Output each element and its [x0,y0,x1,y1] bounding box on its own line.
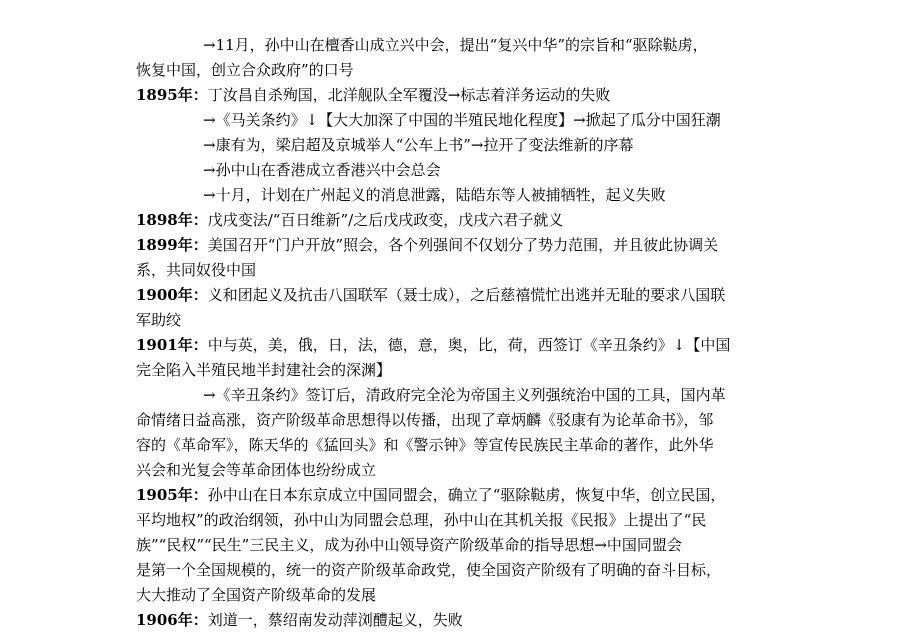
year-entry [136,608,796,633]
year-label: 1906年： [136,611,208,629]
text-line [136,158,796,183]
year-label: 1905年： [136,486,208,504]
line-text: →十月，计划在广州起义的消息泄露，陆皓东等人被捕牺牲，起义失败 [203,186,666,204]
line-text: 完全陷入半殖民地半封建社会的深渊】 [136,361,392,379]
text-line [136,408,796,433]
text-line [136,508,796,533]
line-text: 孙中山在日本东京成立中国同盟会，确立了“驱除鞑虏，恢复中华，创立民国， [207,486,726,504]
year-label: 1898年： [136,211,208,229]
line-text: 美国召开“门户开放”照会，各个列强间不仅划分了势力范围，并且彼此协调关 [207,236,719,254]
year-entry [136,283,796,308]
text-line [136,433,796,458]
line-text: 军助绞 [136,311,182,329]
year-label: 1900年： [136,286,208,304]
year-label: 1895年： [136,86,208,104]
line-text: 义和团起义及抗击八国联军（聂士成），之后慈禧慌忙出逃并无耻的要求八国联 [207,286,726,304]
text-line [136,133,796,158]
line-text: 命情绪日益高涨，资产阶级革命思想得以传播，出现了章炳麟《驳康有为论革命书》，邹 [136,411,714,429]
text-line [136,558,796,583]
line-text: 平均地权”的政治纲领，孙中山为同盟会总理，孙中山在其机关报《民报》上提出了“民 [136,511,707,529]
year-entry [136,208,796,233]
year-entry [136,83,796,108]
line-text: 族”“民权”“民生”三民主义，成为孙中山领导资产阶级革命的指导思想→中国同盟会 [136,536,682,554]
line-text: 是第一个全国规模的，统一的资产阶级革命政党，使全国资产阶级有了明确的奋斗目标， [136,561,722,579]
text-line [136,58,796,83]
line-text: 大大推动了全国资产阶级革命的发展 [136,586,377,604]
line-text: →《辛丑条约》签订后，清政府完全沦为帝国主义列强统治中国的工具，国内革 [203,386,726,404]
document-body [136,33,796,633]
year-entry [136,483,796,508]
year-entry [136,233,796,258]
year-entry [136,333,796,358]
year-label: 1901年： [136,336,208,354]
text-line [136,533,796,558]
line-text: 中与英，美，俄，日，法，德，意，奥，比，荷，西签订《辛丑条约》↓【中国 [207,336,731,354]
line-text: →11月，孙中山在檀香山成立兴中会，提出“复兴中华”的宗旨和“驱除鞑虏， [203,36,708,54]
text-line [136,358,796,383]
line-text: →《马关条约》↓【大大加深了中国的半殖民地化程度】→掀起了瓜分中国狂潮 [203,111,721,129]
text-line [136,583,796,608]
year-label: 1899年： [136,236,208,254]
line-text: 兴会和光复会等革命团体也纷纷成立 [136,461,377,479]
line-text: 丁汝昌自杀殉国，北洋舰队全军覆没→标志着洋务运动的失败 [207,86,611,104]
text-line [136,183,796,208]
line-text: →孙中山在香港成立香港兴中会总会 [203,161,441,179]
text-line [136,308,796,333]
line-text: 系，共同奴役中国 [136,261,257,279]
text-line [136,108,796,133]
line-text: 刘道一，蔡绍南发动萍浏醴起义，失败 [207,611,463,629]
line-text: 戊戌变法/“百日维新”/之后戊戌政变，戊戌六君子就义 [207,211,564,229]
text-line [136,458,796,483]
text-line [136,33,796,58]
line-text: 容的《革命军》，陈天华的《猛回头》和《警示钟》等宣传民族民主革命的著作，此外华 [136,436,714,454]
line-text: →康有为，梁启超及京城举人“公车上书”→拉开了变法维新的序幕 [203,136,634,154]
line-text: 恢复中国，创立合众政府”的口号 [136,61,354,79]
text-line [136,383,796,408]
text-line [136,258,796,283]
